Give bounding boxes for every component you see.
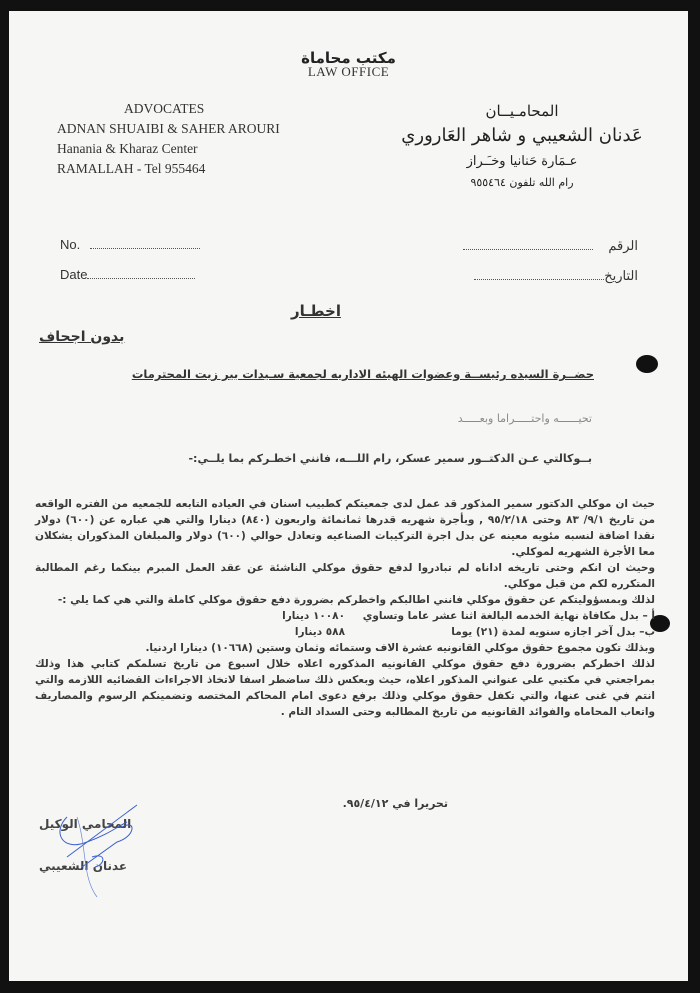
no-line [90, 236, 200, 249]
signature-stroke [82, 825, 132, 867]
handwritten-signature [47, 797, 157, 907]
arabic-office-title: مكتب محاماة [301, 49, 396, 67]
english-office-title: LAW OFFICE [307, 64, 390, 79]
office-building: Hanania & Kharaz Center [57, 141, 198, 156]
signature-stroke [92, 856, 103, 867]
claim-item-label: أ – بدل مكافاة نهاية الخدمه البالغة اثنا عشر عاما وتساوي [362, 610, 655, 622]
no-field [60, 236, 200, 252]
notice-title: اخطـار [291, 302, 341, 320]
written-on-date: تحريرا في ٩٥/٤/١٢. [342, 797, 448, 810]
office-city-phone: RAMALLAH - Tel 955464 [57, 161, 206, 176]
arabic-advocates-label: المحامـيــان [485, 102, 559, 120]
arabic-no-label: الرقم [608, 238, 638, 253]
claim-item [35, 608, 655, 624]
claim-item-label: ب– بدل آخر اجازه سنويه لمدة (٢١) يوما [451, 626, 655, 638]
advocates-label: ADVOCATES [124, 101, 205, 116]
body-paragraph: حيث ان موكلي الدكتور سمير المذكور قد عمل لدى جمعيتكم كطبيب اسنان في العياده التابعه للجمعيه من الفتره الواقعه من تاريخ ٩/١/ ٨٣ وحتى ٩٥/٢/١٨ , وبأجرة شهريه قدرها ثمانمائة واربعون (٨٤٠) دينارا والتي هي عباره عن (٦٠٠) دولار نقدا اضافة لنسبه مئويه معينه عن بدل اجرة التركيبات الصناعيه وتعادل حوالي (٦٠٠) دولار والمبلغان المذكوران يشكلان معا الأجرة الشهريه لموكلي. [35, 498, 656, 558]
arabic-date-field [474, 267, 638, 284]
addressee-line: حضــرة السيده رئيســة وعضوات الهيئه الاداريه لجمعية سـيدات بير زيت المحترمات [131, 367, 594, 381]
claim-item-amount: ٥٨٨ دينارا [294, 626, 345, 638]
lawyer-names: ADNAN SHUAIBI & SAHER AROURI [57, 121, 280, 136]
signature-stroke [67, 805, 137, 857]
letter-page [9, 11, 688, 981]
signature-stroke [60, 817, 127, 845]
claim-item-amount: ١٠٠٨٠ دينارا [282, 610, 345, 622]
arabic-lawyer-names: عَدنان الشعيبي و شاهر العَاروري [401, 125, 643, 146]
no-label: No. [60, 237, 81, 252]
date-label: Date [60, 267, 88, 282]
arabic-office-city-phone: رام الله تلفون ٩٥٥٤٦٤ [470, 176, 574, 189]
greeting-line: تحيــــــه واحتـــــراما وبعـــــد [457, 412, 592, 425]
arabic-no-field [463, 237, 638, 254]
without-prejudice-label: بدون اجحاف [39, 329, 125, 345]
arabic-no-line [463, 237, 593, 250]
arabic-date-label: التاريخ [604, 268, 638, 283]
claim-item [35, 624, 655, 640]
body-paragraph: لذلك اخطركم بضرورة دفع حقوق موكلي القانونيه المذكوره اعلاه خلال اسبوع من تاريخ تسلمكم كتابي هذا وذلك بمراجعتي في مكتبي على عنواني المذكور اعلاه، حيث وبعكس ذلك ساضطر اسفا لاتخاذ الاجراءات القضائيه اللازمه والتي انتم في غنى عنها، والتي تكفل حقوق موكلي وذلك برفع دعوى امام المحاكم المختصه وتضمينكم الرسوم والمصاريف واتعاب المحاماه والفوائد القانونيه من تاريخ المطالبه وحتى السداد التام . [35, 658, 655, 718]
letter-body [35, 496, 655, 720]
arabic-date-line [474, 267, 604, 280]
date-line [87, 266, 195, 279]
intro-line: بــوكالتي عـن الدكتــور سمير عسكر، رام اللـــه، فانني اخطـركم بما يلــي:- [188, 452, 592, 465]
date-field [60, 266, 195, 282]
signatory-title: المحامي الوكيل [39, 817, 132, 831]
signature-stroke [77, 817, 97, 897]
body-paragraph: وبذلك تكون مجموع حقوق موكلي القانونيه عشرة الاف وستمائه وثمان وستين (١٠٦٦٨) دينارا اردنيا. [145, 642, 655, 654]
body-paragraph: وحيث ان انكم وحتى تاريخه اداناه لم تبادروا لدفع حقوق موكلي الناشئة عن عقد العمل المبرم بينكما رغم المطالبة المتكرره لكم من قبل موكلي. [35, 562, 655, 590]
body-paragraph: لذلك وبمسؤوليتكم عن حقوق موكلي فانني اطالبكم واخطركم بضرورة دفع حقوق موكلي كاملة والتي هي كما يلي :- [57, 594, 655, 606]
english-letterhead [57, 99, 280, 179]
signatory-name: عدنان الشعيبي [39, 859, 128, 873]
arabic-letterhead [392, 101, 652, 193]
ink-blot-mark [636, 355, 658, 373]
arabic-office-building: عـمَارة حَنانيا وخـَـراز [466, 154, 578, 169]
